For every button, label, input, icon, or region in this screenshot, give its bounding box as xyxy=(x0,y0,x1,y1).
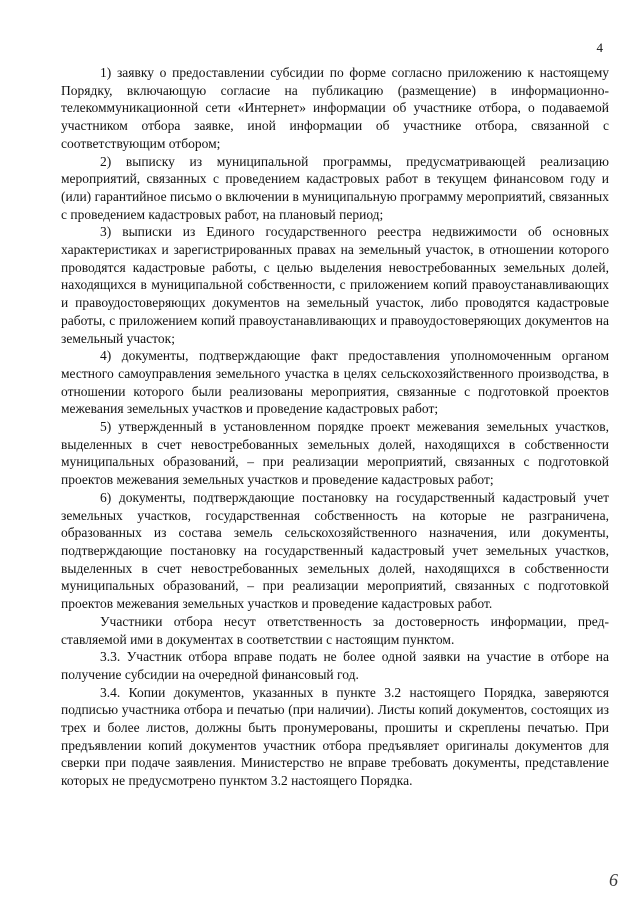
document-body xyxy=(61,64,609,790)
paragraph-item-5: 5) утвержденный в установленном порядке проект межевания земельных участков, выделенных в счет невостребованных земельных долей, находящихся в собственности муниципальных образований, – при реализации мероприятий, связанных с подготовкой проектов межевания земельных участков и проведение кадастровых работ; xyxy=(61,419,609,488)
paragraph-item-4: 4) документы, подтверждающие факт предоставления уполномоченным органом местного самоуправления земельного участка в целях сельскохозяйственного производства, в отношении которого были реализованы мероприятия, связанные с подготовкой проектов межевания земельных участков и проведение кадастровых работ; xyxy=(61,348,609,417)
paragraph-item-3: 3) выписки из Единого государственного реестра недвижимости об основных характеристиках и зарегистрированных правах на земельный участок, в отношении которого проводятся кадастровые работы, с целью выделения невостребованных земельных долей, находящихся в муниципальной собственности, с приложением копий правоустанавливающих и правоудостоверяющих документов на земельный участок, либо проводятся кадастровые работы, с приложением копий правоустанавливающих и правоудостоверяющих документов на земельный участок; xyxy=(61,224,609,346)
paragraph-item-6: 6) документы, подтверждающие постановку на государственный кадастровый учет земельных участков, государственная собственность на которые не разграничена, образованных из состава земель сельскохозяйственного назначения, или документы, подтверждающие постановку на государственный кадастровый учет земельных участков, выделенных в счет невостребованных земельных долей, находящихся в собственности муниципальных образований, – при реализации мероприятий, связанных с подготовкой проектов межевания земельных участков и проведение кадастровых работ. xyxy=(61,489,609,612)
paragraph-3-4: 3.4. Копии документов, указанных в пункте 3.2 настоящего Порядка, заверяются подписью участника отбора и печатью (при наличии). Листы копий документов, состоящих из трех и более листов, должны быть пронумерованы, прошиты и скреплены печатью. При предъявлении копий документов участник отбора предъявляет оригиналы документов для сверки при подаче заявления. Министерство не вправе требовать документы, представление которых не предусмотрено пунктом 3.2 настоящего Порядка. xyxy=(61,684,609,789)
handwritten-page-mark: 6 xyxy=(609,870,618,890)
paragraph-responsibility: Участники отбора несут ответственность за достоверность информации, представляемой ими в документах в соответствии с настоящим пунктом. xyxy=(61,613,609,647)
page-number: 4 xyxy=(596,40,603,55)
paragraph-3-3: 3.3. Участник отбора вправе подать не более одной заявки на участие в отборе на получение субсидии на очередной финансовый год. xyxy=(61,649,609,682)
paragraph-item-1: 1) заявку о предоставлении субсидии по форме согласно приложению к настоящему Порядку, включающую согласие на публикацию (размещение) в информационно-телекоммуникационной сети «Интернет» информации об участнике отбора, о подаваемой участником отбора заявке, иной информации об участнике отбора, связанной с соответствующим отбором; xyxy=(61,65,609,151)
paragraph-item-2: 2) выписку из муниципальной программы, предусматривающей реализацию мероприятий, связанных с проведением кадастровых работ в текущем финансовом году и (или) гарантийное письмо о включении в муниципальную программу мероприятий, связанных с проведением кадастровых работ, на плановый период; xyxy=(61,153,609,222)
